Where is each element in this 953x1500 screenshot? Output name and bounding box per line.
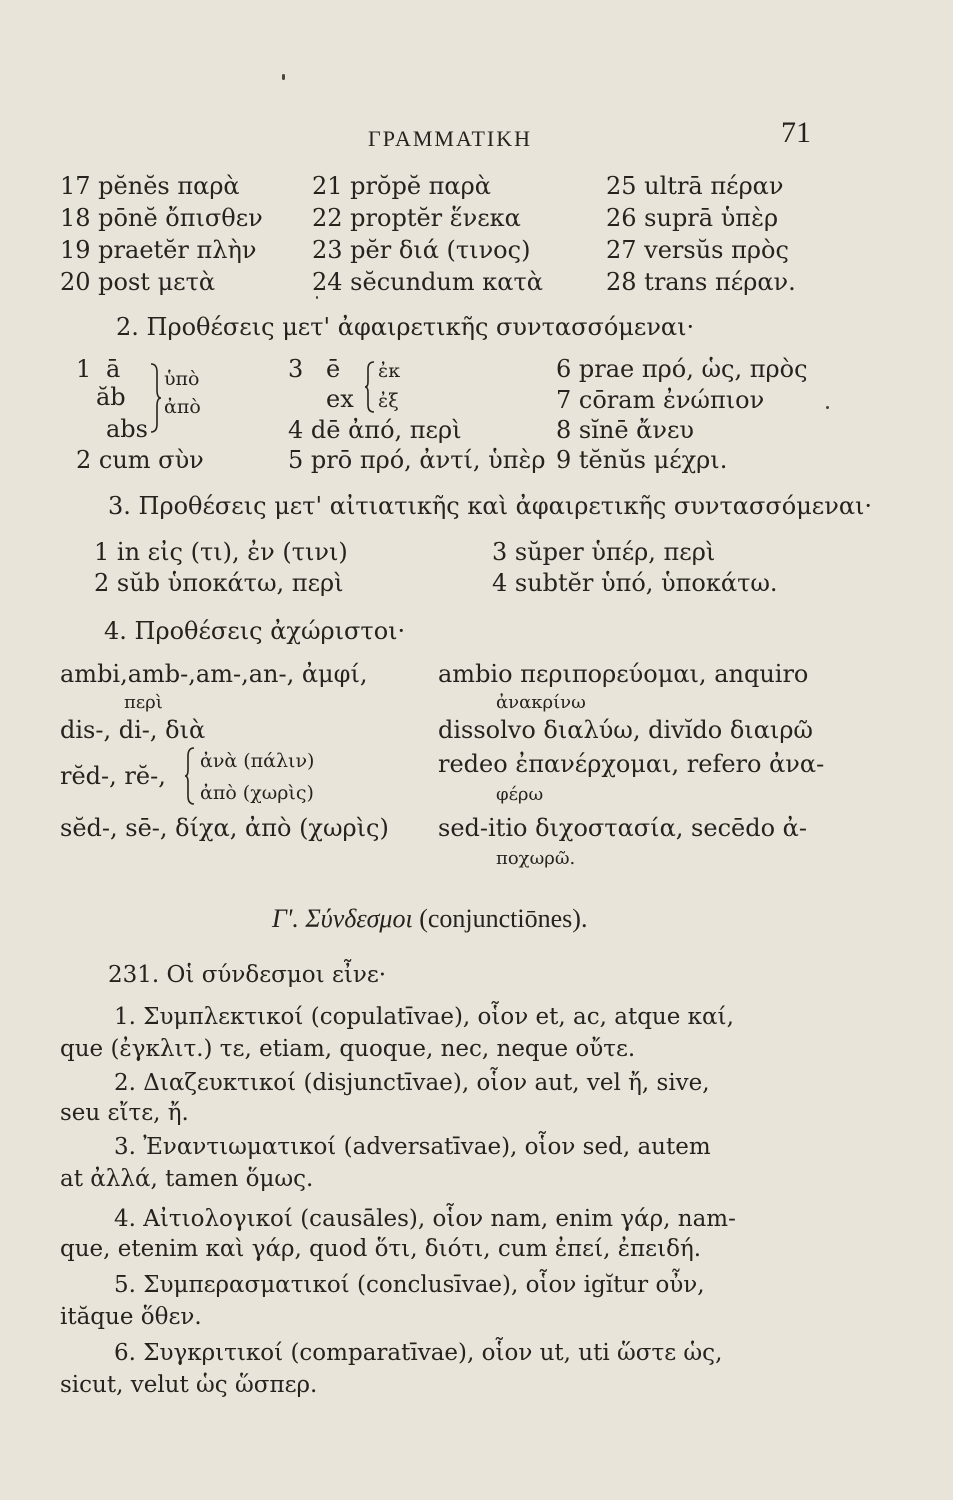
paragraph-line: 3. Ἐναντιωματικοί (adversatīvae), οἷον sed, autem [114,1134,711,1160]
list-item: 23 pĕr διά (τινος) [312,236,531,264]
greek-apo: ἀπὸ (χωρὶς) [200,782,314,804]
print-speck [282,74,285,80]
greek-ana: ἀνὰ (πάλιν) [200,750,315,772]
heading-latin: (conjunctiōnes). [419,904,588,933]
heading-word: Σύνδεσμοι [305,904,413,933]
paragraph-line: 6. Συγκριτικοί (comparatīvae), οἷον ut, uti ὥστε ὡς, [114,1340,723,1366]
greek-ex: ἐξ [378,390,399,412]
paragraph-line: seu εἴτε, ἤ. [60,1100,189,1126]
list-item: 18 pōnĕ ὄπισθεν [60,204,263,232]
list-item: 19 praetĕr πλὴν [60,236,257,264]
list-item: dissolvo διαλύω, divĭdo διαιρῶ [438,716,813,744]
paragraph-line: ităque ὅθεν. [60,1304,202,1330]
list-item: 3 sŭper ὑπέρ, περὶ [492,538,716,566]
paragraph-line: que, etenim καὶ γάρ, quod ὅτι, διότι, cum ἐπεί, ἐπειδή. [60,1236,702,1262]
brace-icon [184,746,196,806]
list-item: sed-itio διχοστασία, secēdo ἀ- [438,814,807,842]
greek-apo: ἀπὸ [164,396,201,418]
list-item: περὶ [124,692,163,713]
paragraph-line: 4. Αἰτιολογικοί (causāles), οἷον nam, enim γάρ, nam- [114,1206,736,1232]
list-item: 9 tĕnŭs μέχρι. [556,446,728,474]
list-item: 26 suprā ὑπὲρ [606,204,779,232]
prep-a: ā [106,355,121,383]
list-item: 4 dē ἀπό, περὶ [288,416,462,444]
brace-icon [364,360,376,414]
list-item: redeo ἐπανέρχομαι, refero ἀνα- [438,750,825,778]
greek-hypo: ὑπὸ [164,368,200,390]
section-title: 2. Προθέσεις μετ' ἀφαιρετικῆς συντασσόμεναι· [116,313,695,341]
section-title: 4. Προθέσεις ἀχώριστοι· [104,617,406,645]
heading-letter: Γ'. [272,904,299,933]
paragraph-line: sicut, velut ὡς ὥσπερ. [60,1372,318,1398]
list-item: ambi,amb-,am-,an-, ἀμφί, [60,660,368,688]
paragraph-line: at ἀλλά, tamen ὅμως. [60,1166,314,1192]
list-item: 24 sĕcundum κατὰ [312,268,543,296]
list-item: 5 prō πρό, ἀντί, ὑπὲρ [288,446,546,474]
prep-e: ē [326,355,341,383]
prep-ab: ăb [96,383,126,411]
section-title: 3. Προθέσεις μετ' αἰτιατικῆς καὶ ἀφαιρετικῆς συντασσόμεναι· [108,492,873,520]
prep-red: rĕd-, rĕ-, [60,762,166,790]
list-item: sĕd-, sē-, δίχα, ἀπὸ (χωρὶς) [60,814,389,842]
list-item: 27 versŭs πρὸς [606,236,789,264]
list-item: ποχωρῶ. [496,848,576,869]
list-item: 1 in εἰς (τι), ἐν (τινι) [94,538,348,566]
list-item: dis-, di-, διὰ [60,716,206,744]
print-speck [826,406,829,409]
list-item: φέρω [496,784,544,805]
paragraph-line: 2. Διαζευκτικοί (disjunctīvae), οἷον aut, vel ἤ, sive, [114,1070,710,1096]
list-item: 17 pĕnĕs παρὰ [60,172,240,200]
greek-ek: ἐκ [378,360,401,382]
list-item: 25 ultrā πέραν [606,172,784,200]
print-speck [316,296,318,299]
list-item: ambio περιπορεύομαι, anquiro [438,660,809,688]
prep-ex: ex [326,385,354,413]
list-item: 4 subtĕr ὑπό, ὑποκάτω. [492,569,778,597]
paragraph-line: que (ἐγκλιτ.) τε, etiam, quoque, nec, neque οὔτε. [60,1036,636,1062]
list-item: 8 sĭnē ἄνευ [556,416,694,444]
list-item: 20 post μετὰ [60,268,216,296]
list-item: 7 cōram ἐνώπιον [556,386,765,414]
prep-abs: abs [106,415,148,443]
list-item: 28 trans πέραν. [606,268,796,296]
page-number: 71 [781,116,811,149]
list-item: 21 prŏpĕ παρὰ [312,172,491,200]
list-item: ἀνακρίνω [496,692,586,713]
section-heading [272,904,587,934]
running-title: ΓΡΑΜΜΑΤΙΚΗ [368,126,532,151]
list-item: 22 proptĕr ἕνεκα [312,204,521,232]
item-number: 3 [288,355,304,383]
list-item: 2 cum σὺν [76,446,204,474]
paragraph-line: 231. Οἱ σύνδεσμοι εἶνε· [108,962,387,988]
brace-icon [148,362,162,434]
paragraph-line: 1. Συμπλεκτικοί (copulatīvae), οἷον et, ac, atque καί, [114,1004,734,1030]
list-item: 2 sŭb ὑποκάτω, περὶ [94,569,344,597]
paragraph-line: 5. Συμπερασματικοί (conclusīvae), οἷον igĭtur οὖν, [114,1272,705,1298]
list-item: 6 prae πρό, ὡς, πρὸς [556,355,808,383]
item-number: 1 [76,355,92,383]
